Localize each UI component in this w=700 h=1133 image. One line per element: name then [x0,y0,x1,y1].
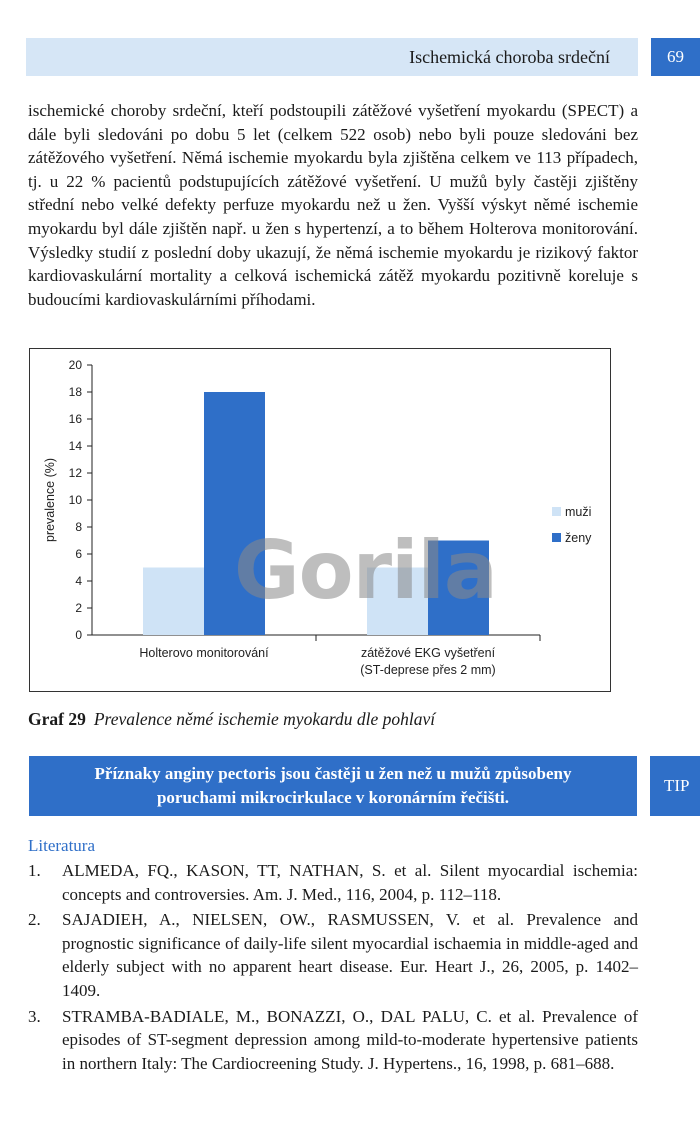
reference-number: 1. [28,861,41,880]
y-tick-label: 4 [75,574,82,588]
reference-text: SAJADIEH, A., NIELSEN, OW., RASMUSSEN, V. et al. Prevalence and prognostic significance of daily-life silent myocardial ischaemia in middle-aged and elderly subject with no apparent heart disease. Eur. Heart J., 26, 2005, p. 1402–1409. [62,910,638,1000]
y-tick-label: 12 [68,466,82,480]
y-axis-label: prevalence (%) [43,457,57,543]
y-tick-label: 8 [75,520,82,534]
x-tick-label: (ST-deprese přes 2 mm) [360,663,496,677]
callout-line-1: Příznaky anginy pectoris jsou častěji u žen než u mužů způsobeny [94,764,572,783]
reference-item [28,908,638,1002]
callout-line-2: poruchami mikrocirkulace v koronárním řečišti. [156,788,510,807]
x-tick-label: zátěžové EKG vyšetření [360,646,496,660]
header-title: Ischemická choroba srdeční [409,47,610,67]
y-tick-label: 14 [68,439,82,453]
legend-swatch-muži [552,507,561,516]
legend-label-ženy: ženy [565,531,592,545]
literature-heading: Literatura [28,836,96,855]
page-number: 69 [651,38,700,76]
tip-callout [29,756,637,816]
reference-list [28,859,638,1077]
caption-text: Prevalence němé ischemie myokardu dle pohlaví [93,709,436,729]
chart-svg [30,349,610,691]
reference-number: 3. [28,1006,41,1026]
reference-item [28,859,638,906]
watermark-logo: Gorila [234,524,497,617]
legend-swatch-ženy [552,533,561,542]
reference-text: STRAMBA-BADIALE, M., BONAZZI, O., DAL PALU, C. et al. Prevalence of episodes of ST-segment depression among mild-to-moderate hypertensive patients in northern Italy: The Cardiocreening Study. J. Hypertens., 16, 1998, p. 681–688. [62,1006,638,1073]
reference-text: ALMEDA, FQ., KASON, TT, NATHAN, S. et al. Silent myocardial ischemia: concepts and controversies. Am. J. Med., 116, 2004, p. 112–118. [62,861,638,904]
bar-chart [29,348,611,692]
reference-item [28,1005,638,1076]
running-header [26,38,638,76]
legend-label-muži: muži [565,505,592,519]
y-tick-label: 10 [68,493,82,507]
figure-caption [28,709,435,730]
body-paragraph: ischemické choroby srdeční, kteří podstoupili zátěžové vyšetření myokardu (SPECT) a dále byli sledováni po dobu 5 let (celkem 522 osob) nebo byli pouze sledováni bez zátěžového vyšetření. Němá ischemie myokardu byla zjištěna celkem ve 113 případech, tj. u 22 % pacientů podstupujících zátěžové vyšetření. U mužů byly častěji zjištěny střední nebo velké defekty perfuze myokardu než u žen. Vyšší výskyt němé ischemie myokardu byl dále zjištěn např. u žen s hypertenzí, a to během Holterova monitorování. Výsledky studií z poslední doby ukazují, že němá ischemie myokardu je rizikový faktor kardiovaskulární mortality a celková ischemická zátěž myokardu pozitivně koreluje s budoucími kardiovaskulárními příhodami. [28,101,638,309]
bar-muži-0 [143,568,204,636]
y-tick-label: 16 [68,412,82,426]
y-tick-label: 20 [68,358,82,372]
caption-label: Graf 29 [28,709,86,729]
y-tick-label: 2 [75,601,82,615]
x-tick-label: Holterovo monitorování [139,646,269,660]
y-tick-label: 0 [75,628,82,642]
y-tick-label: 18 [68,385,82,399]
reference-number: 2. [28,910,41,930]
y-tick-label: 6 [75,547,82,561]
tip-side-tab: TIP [650,756,700,816]
